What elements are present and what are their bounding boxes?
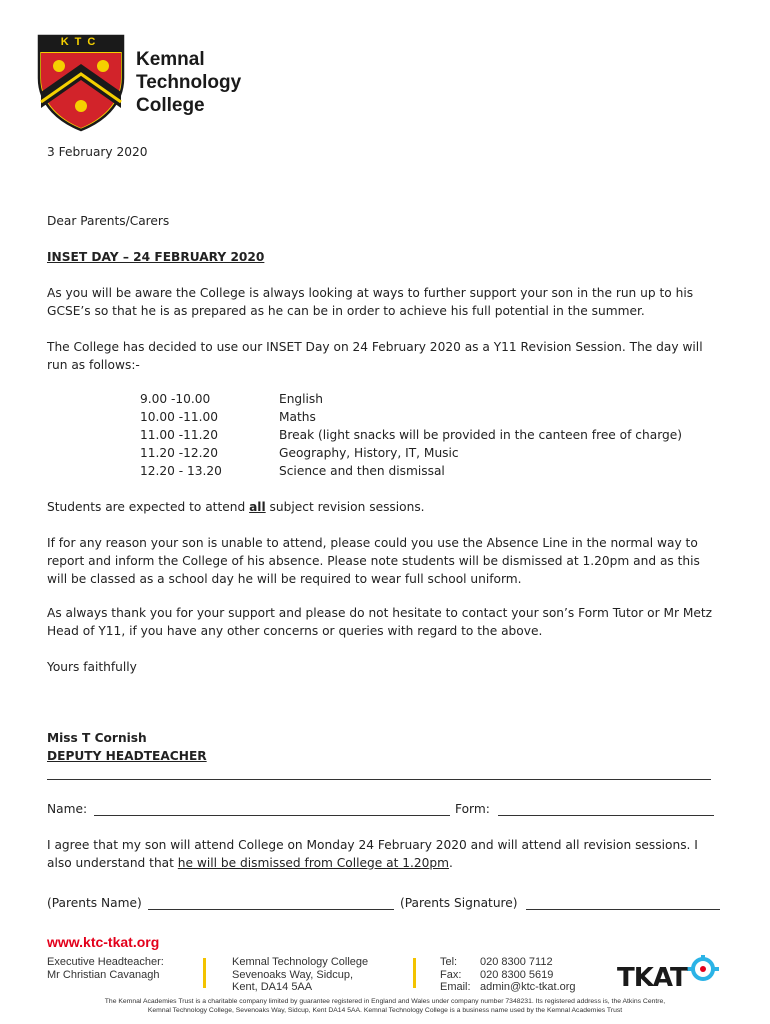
legal-line2: Kemnal Technology College, Sevenoaks Way, Sidcup, Kent DA14 5AA. Kemnal Technology College is a business name used by the Kemnal Academies Trust — [147, 1007, 623, 1014]
tear-off-divider — [47, 779, 711, 780]
email-row — [440, 981, 576, 994]
paragraph-intro-line1: As you will be aware the College is always looking at ways to further support your son in the run up to his — [47, 286, 694, 300]
fax-label: Fax: — [440, 968, 462, 981]
schedule-subject: Maths — [279, 410, 316, 424]
footer-address — [232, 956, 368, 994]
attendance-emphasis: all — [249, 500, 266, 514]
schedule-subject: Geography, History, IT, Music — [279, 446, 459, 460]
paragraph-plan-line1: The College has decided to use our INSET Day on 24 February 2020 as a Y11 Revision Session. The day will — [47, 340, 703, 354]
agreement-text — [47, 836, 737, 872]
schedule-row — [140, 390, 740, 408]
schedule-time: 12.20 - 13.20 — [140, 464, 222, 478]
paragraph-intro-line2: GCSE’s so that he is as prepared as he can be in order to achieve his full potential in the summer. — [47, 304, 645, 318]
legal-line1: The Kemnal Academies Trust is a charitable company limited by guarantee registered in England and Wales under company number 7348231. Its registered address is, the Atkins Centre, — [104, 998, 666, 1005]
agreement-line2 — [47, 854, 737, 872]
paragraph-thanks-line2: Head of Y11, if you have any other concerns or queries with regard to the above. — [47, 624, 543, 638]
attendance-text-pre: Students are expected to attend — [47, 500, 250, 514]
tel-value: 020 8300 7112 — [480, 956, 553, 968]
attendance-text-post: subject revision sessions. — [265, 500, 425, 514]
paragraph-thanks-line1: As always thank you for your support and please do not hesitate to contact your son’s Form Tutor or Mr Metz — [47, 606, 713, 620]
closing: Yours faithfully — [47, 660, 137, 674]
footer-legal — [20, 997, 750, 1015]
headteacher-title: Executive Headteacher: — [47, 956, 164, 968]
letter-date: 3 February 2020 — [47, 145, 148, 159]
paragraph-absence-line2: report and inform the College of his absence. Please note students will be dismissed at 1.20pm and as this — [47, 554, 700, 568]
signatory-name: Miss T Cornish — [47, 731, 147, 745]
schedule-row — [140, 462, 740, 480]
parents-name-label: (Parents Name) — [47, 896, 142, 910]
school-name-line2: Technology — [136, 72, 242, 93]
paragraph-absence — [47, 534, 737, 588]
paragraph-absence-line3: will be classed as a school day he will be required to wear full school uniform. — [47, 572, 522, 586]
schedule-time: 11.00 -11.20 — [140, 428, 219, 442]
signatory-title: DEPUTY HEADTEACHER — [47, 749, 207, 763]
email-value[interactable]: admin@ktc-tkat.org — [480, 981, 576, 993]
schedule-row — [140, 426, 740, 444]
form-label: Form: — [455, 802, 490, 816]
agreement-line1: I agree that my son will attend College on Monday 24 February 2020 and will attend all revision sessions. I — [47, 838, 698, 852]
footer-contacts — [440, 956, 576, 994]
salutation: Dear Parents/Carers — [47, 214, 170, 228]
schedule-subject: Science and then dismissal — [279, 464, 445, 478]
schedule — [0, 390, 770, 482]
parents-signature-label: (Parents Signature) — [400, 896, 518, 910]
schedule-time: 9.00 -10.00 — [140, 392, 211, 406]
paragraph-intro — [47, 284, 737, 320]
address-line3: Kent, DA14 5AA — [232, 981, 313, 993]
tel-row — [440, 956, 576, 969]
paragraph-attendance — [47, 498, 425, 516]
schedule-subject: English — [279, 392, 324, 406]
agreement-emphasis: he will be dismissed from College at 1.20pm — [177, 856, 449, 870]
tkat-logo-text: TKAT — [617, 963, 687, 993]
parents-signature-field[interactable] — [526, 909, 720, 910]
tkat-logo — [615, 955, 725, 995]
paragraph-plan — [47, 338, 737, 374]
letter-heading: INSET DAY – 24 FEBRUARY 2020 — [47, 250, 265, 264]
paragraph-thanks — [47, 604, 737, 640]
address-line1: Kemnal Technology College — [232, 956, 369, 968]
headteacher-name: Mr Christian Cavanagh — [47, 968, 160, 981]
schedule-time: 10.00 -11.00 — [140, 410, 219, 424]
footer-divider-bar — [203, 958, 206, 988]
school-name — [136, 48, 241, 117]
agreement-line2-pre: also understand that — [47, 856, 178, 870]
crest-badge-text: KTC — [60, 36, 102, 48]
address-line2: Sevenoaks Way, Sidcup, — [232, 968, 354, 981]
footer-headteacher — [47, 956, 164, 981]
fax-value: 020 8300 5619 — [480, 968, 554, 981]
schedule-row — [140, 408, 740, 426]
name-label: Name: — [47, 802, 88, 816]
tel-label: Tel: — [440, 956, 458, 968]
school-name-line3: College — [136, 95, 205, 116]
schedule-subject: Break (light snacks will be provided in the canteen free of charge) — [279, 428, 682, 442]
paragraph-absence-line1: If for any reason your son is unable to attend, please could you use the Absence Line in the normal way to — [47, 536, 698, 550]
name-field[interactable] — [94, 815, 450, 816]
fax-row — [440, 969, 576, 982]
form-field[interactable] — [498, 815, 714, 816]
agreement-line2-post: . — [449, 856, 453, 870]
footer-divider-bar — [413, 958, 416, 988]
schedule-row — [140, 444, 740, 462]
footer-website[interactable]: www.ktc-tkat.org — [47, 934, 160, 950]
paragraph-plan-line2: run as follows:- — [47, 358, 140, 372]
schedule-time: 11.20 -12.20 — [140, 446, 219, 460]
parents-name-field[interactable] — [148, 909, 394, 910]
school-crest-logo — [37, 34, 125, 132]
school-name-line1: Kemnal — [136, 49, 205, 70]
email-label: Email: — [440, 981, 471, 993]
